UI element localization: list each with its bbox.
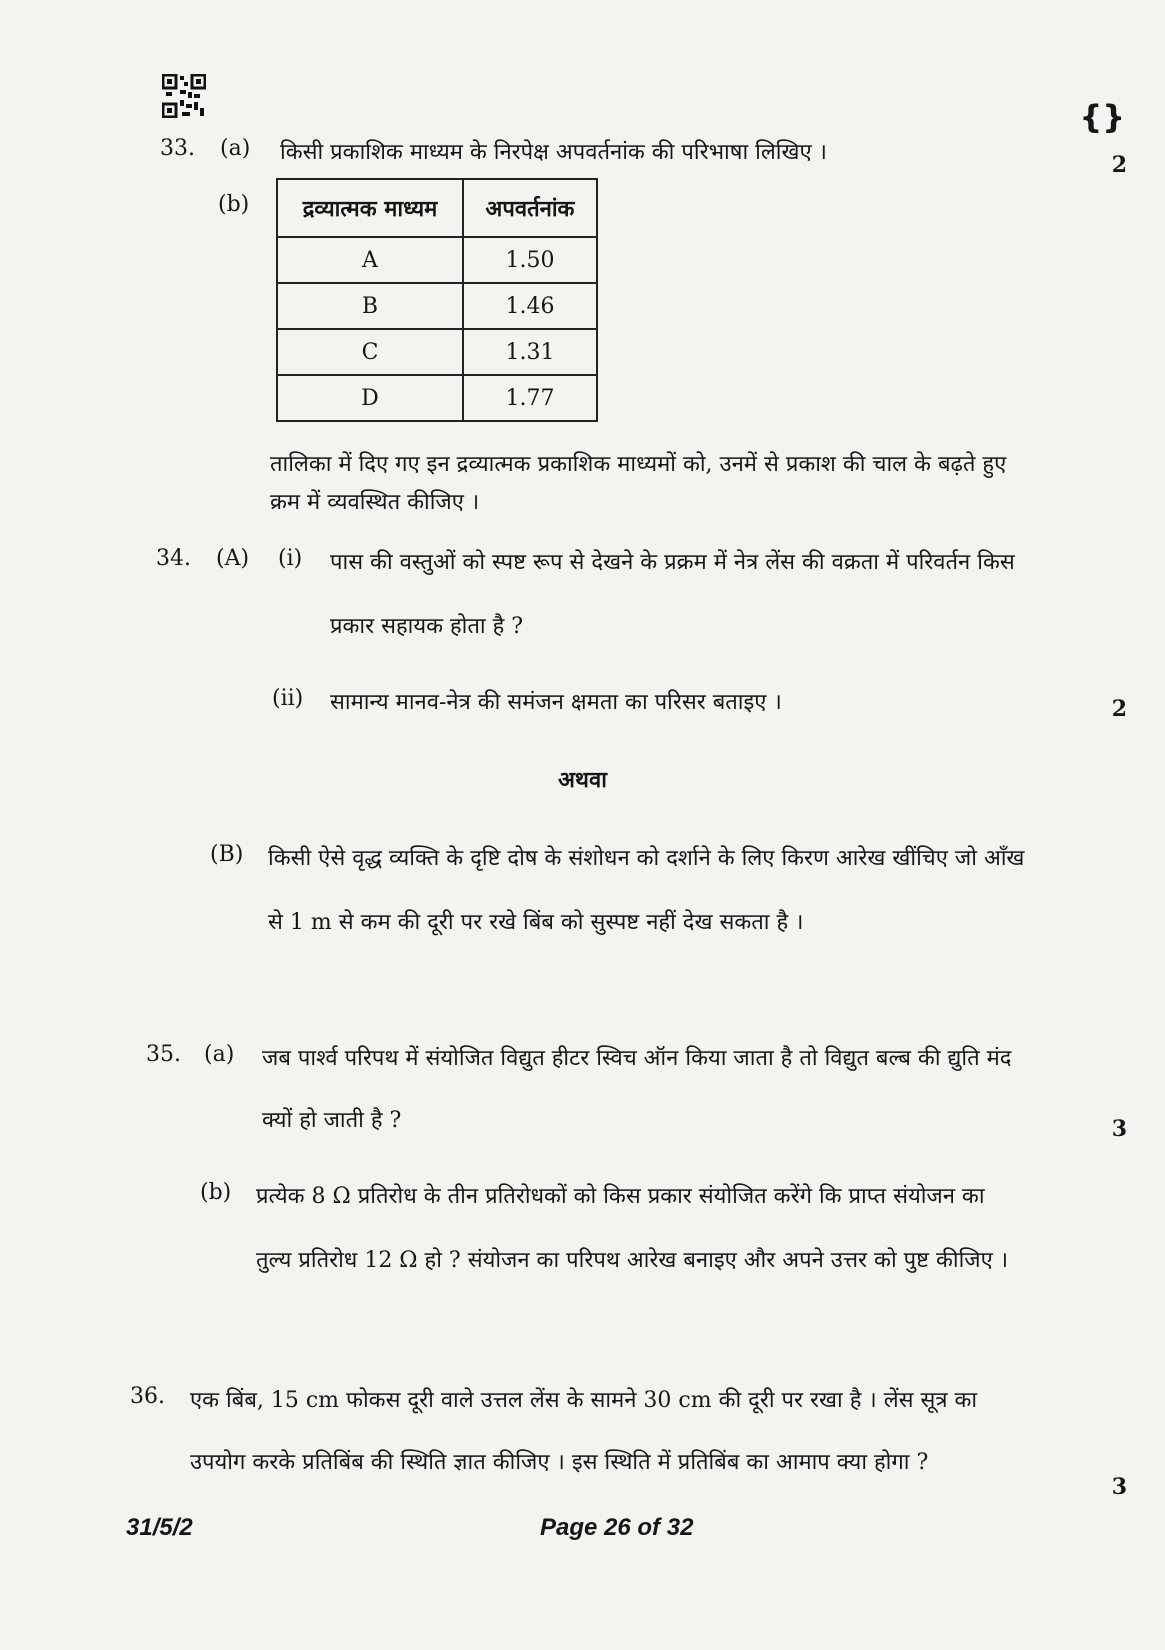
refractive-index-table	[276, 178, 598, 422]
q35-a-line2: क्यों हो जाती है ?	[262, 1108, 402, 1133]
table-cell-index: 1.50	[463, 237, 597, 283]
q33-b-label: (b)	[218, 192, 250, 217]
q36-marks: 3	[1111, 1474, 1127, 1500]
q36-line2: उपयोग करके प्रतिबिंब की स्थिति ज्ञात कीजिए । इस स्थिति में प्रतिबिंब का आमाप क्या होगा ?	[190, 1450, 929, 1475]
q36-number: 36.	[130, 1384, 165, 1409]
table-cell-index: 1.77	[463, 375, 597, 421]
q34-i-label: (i)	[278, 546, 303, 571]
table-cell-medium: A	[277, 237, 463, 283]
q35-number: 35.	[146, 1042, 181, 1067]
q36-line1: एक बिंब, 15 cm फोकस दूरी वाले उत्तल लेंस के सामने 30 cm की दूरी पर रखा है । लेंस सूत्र का	[190, 1388, 978, 1413]
q35-a-line1: जब पार्श्व परिपथ में संयोजित विद्युत हीटर स्विच ऑन किया जाता है तो विद्युत बल्ब की द्युति मंद	[262, 1046, 1012, 1071]
q34-ii-label: (ii)	[272, 686, 304, 711]
table-row	[277, 375, 597, 421]
q33-b-text-line2: क्रम में व्यवस्थित कीजिए ।	[270, 490, 480, 515]
q33-number: 33.	[160, 136, 195, 161]
q35-b-label: (b)	[200, 1180, 232, 1205]
q35-marks: 3	[1111, 1116, 1127, 1142]
q34-number: 34.	[156, 546, 191, 571]
q33-a-text: किसी प्रकाशिक माध्यम के निरपेक्ष अपवर्तनांक की परिभाषा लिखिए ।	[280, 140, 827, 165]
q34-i-line1: पास की वस्तुओं को स्पष्ट रूप से देखने के प्रक्रम में नेत्र लेंस की वक्रता में परिवर्तन किस	[330, 550, 1015, 575]
table-cell-index: 1.46	[463, 283, 597, 329]
q35-b-line1: प्रत्येक 8 Ω प्रतिरोध के तीन प्रतिरोधकों को किस प्रकार संयोजित करेंगे कि प्राप्त संयोजन का	[256, 1184, 985, 1209]
table-row	[277, 237, 597, 283]
table-header-medium: द्रव्यात्मक माध्यम	[277, 179, 463, 237]
table-row	[277, 329, 597, 375]
page-number: Page 26 of 32	[540, 1514, 694, 1541]
table-cell-medium: C	[277, 329, 463, 375]
q34-marks: 2	[1111, 696, 1127, 722]
q34-A-label: (A)	[216, 546, 250, 571]
q33-marks: 2	[1111, 152, 1127, 178]
q33-a-label: (a)	[220, 136, 251, 161]
q35-b-line2: तुल्य प्रतिरोध 12 Ω हो ? संयोजन का परिपथ आरेख बनाइए और अपने उत्तर को पुष्ट कीजिए ।	[256, 1248, 1009, 1273]
table-cell-medium: D	[277, 375, 463, 421]
qr-code-icon	[162, 74, 206, 118]
table-cell-medium: B	[277, 283, 463, 329]
q34-i-line2: प्रकार सहायक होता है ?	[330, 614, 524, 639]
braces-mark: {}	[1079, 98, 1125, 136]
q35-a-label: (a)	[204, 1042, 235, 1067]
or-divider: अथवा	[558, 767, 607, 793]
q33-b-text-line1: तालिका में दिए गए इन द्रव्यात्मक प्रकाशिक माध्यमों को, उनमें से प्रकाश की चाल के बढ़ते हुए	[270, 452, 1007, 477]
q34-ii-text: सामान्य मानव-नेत्र की समंजन क्षमता का परिसर बताइए ।	[330, 690, 782, 715]
table-cell-index: 1.31	[463, 329, 597, 375]
table-header-index: अपवर्तनांक	[463, 179, 597, 237]
q34-B-line2: से 1 m से कम की दूरी पर रखे बिंब को सुस्पष्ट नहीं देख सकता है ।	[268, 910, 804, 935]
q34-B-label: (B)	[210, 842, 244, 867]
q34-B-line1: किसी ऐसे वृद्ध व्यक्ति के दृष्टि दोष के संशोधन को दर्शाने के लिए किरण आरेख खींचिए जो आँख	[268, 846, 1025, 871]
paper-code: 31/5/2	[126, 1514, 193, 1541]
table-row	[277, 283, 597, 329]
